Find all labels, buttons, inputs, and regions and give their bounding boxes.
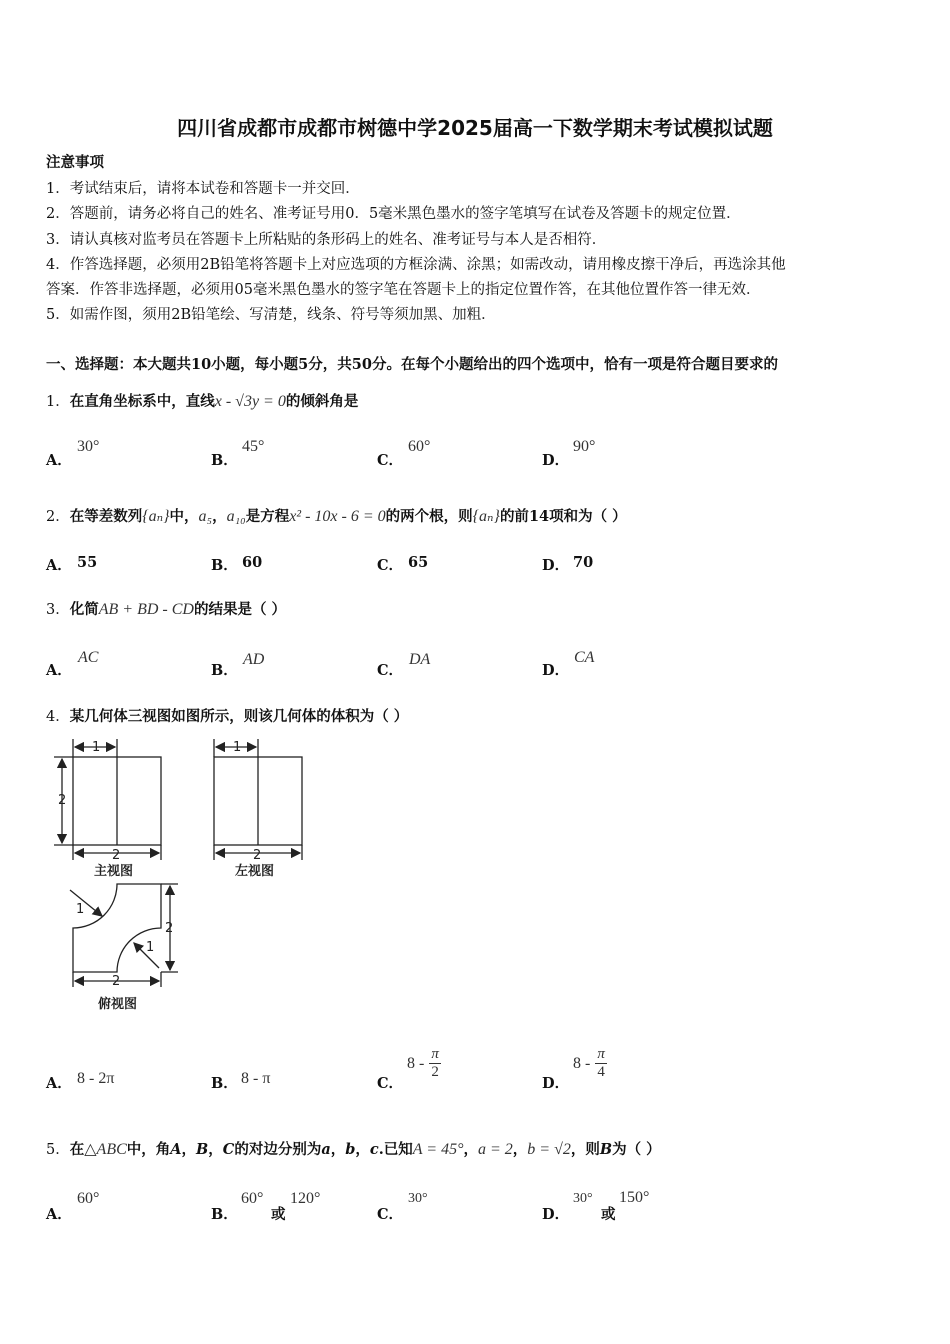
question-text: .已知 <box>378 1141 413 1158</box>
question-text: 在 <box>69 1141 85 1158</box>
question-2 <box>46 505 627 526</box>
question-1 <box>46 390 358 411</box>
question-text: 中， <box>169 508 199 525</box>
option-value: 65 <box>408 554 429 571</box>
option-value: 55 <box>77 554 98 571</box>
question-text: ， <box>330 1141 346 1158</box>
question-number: 1． <box>46 394 70 410</box>
question-text: 为（ ） <box>612 1141 661 1158</box>
numerator: π <box>431 1046 439 1062</box>
question-text: b <box>345 1141 356 1158</box>
option-label: C． <box>377 1206 404 1223</box>
option-label: D． <box>542 662 570 679</box>
denominator: 2 <box>431 1064 439 1080</box>
option-value: AC <box>78 649 99 666</box>
option-label: A． <box>46 1075 72 1092</box>
question-text: ， <box>208 1141 223 1158</box>
option-value: 30° <box>573 1191 593 1206</box>
option-label: A． <box>46 662 72 679</box>
option-label: A． <box>46 452 72 469</box>
option-value: 60° <box>241 1190 264 1207</box>
option-value: 70 <box>573 554 594 571</box>
formula: a = 2 <box>477 1141 513 1158</box>
option-value: 60° <box>77 1190 100 1207</box>
option-value: 45° <box>242 438 265 455</box>
question-number: 4． <box>46 709 70 725</box>
option-label: C． <box>377 1075 404 1092</box>
question-text: B <box>196 1141 209 1158</box>
option-value: 60 <box>242 554 263 571</box>
dim-label: 1 <box>233 740 242 755</box>
question-text: 的前 <box>499 508 529 525</box>
fraction <box>595 1046 607 1081</box>
option-value <box>407 1046 441 1081</box>
dim-label: 2 <box>253 848 262 863</box>
question-text: C <box>222 1141 235 1158</box>
option-label: B． <box>211 1075 238 1092</box>
notice-item: 4．作答选择题，必须用2B铅笔将答题卡上对应选项的方框涂满、涂黑；如需改动，请用橡皮擦干净后，再选涂其他 <box>46 257 786 273</box>
question-text: A <box>170 1141 182 1158</box>
top-view-label: 俯视图 <box>98 997 138 1012</box>
option-label: A． <box>46 1206 72 1223</box>
question-4 <box>46 705 408 726</box>
side-view-label: 左视图 <box>235 864 275 879</box>
option-value-2: 150° <box>619 1189 650 1206</box>
option-value: 8 - 2π <box>77 1070 115 1087</box>
option-label: A． <box>46 557 72 574</box>
formula: {aₙ} <box>472 508 500 525</box>
question-text: ， <box>512 1141 528 1158</box>
question-text: ， <box>181 1141 197 1158</box>
notice-heading: 注意事项 <box>46 154 104 171</box>
option-value: 60° <box>408 438 431 455</box>
dim-label: 2 <box>165 921 174 936</box>
question-text: ，则 <box>570 1141 600 1158</box>
question-number: 3． <box>46 602 70 618</box>
question-text: 化简 <box>69 601 99 618</box>
notice-item: 答案．作答非选择题，必须用05毫米黑色墨水的签字笔在答题卡上的指定位置作答，在其他位置作答一律无效． <box>46 282 761 298</box>
option-label: B． <box>211 557 238 574</box>
option-label: B． <box>211 1206 238 1223</box>
question-text: a <box>321 1141 331 1158</box>
question-number: 2． <box>46 509 70 525</box>
dim-label: 2 <box>112 848 121 863</box>
notice-item: 3．请认真核对监考员在答题卡上所粘贴的条形码上的姓名、准考证号与本人是否相符． <box>46 232 607 248</box>
option-label: C． <box>377 557 404 574</box>
question-text: ， <box>463 1141 478 1158</box>
notice-item: 2．答题前，请务必将自己的姓名、准考证号用0．5毫米黑色墨水的签字笔填写在试卷及答题卡的规定位置． <box>46 206 741 222</box>
dim-label: 1 <box>92 740 101 755</box>
option-value: CA <box>574 649 595 666</box>
question-number: 5． <box>46 1142 70 1158</box>
option-value-head: 8 - <box>407 1055 425 1072</box>
question-text: 在直角坐标系中，直线 <box>69 393 215 410</box>
option-or: 或 <box>271 1206 286 1223</box>
option-value: 30° <box>77 438 100 455</box>
formula: x - √3y = 0 <box>214 393 286 410</box>
option-label: D． <box>542 1206 570 1223</box>
numerator: π <box>597 1046 605 1062</box>
option-label: D． <box>542 452 570 469</box>
option-value: 8 - π <box>241 1070 271 1087</box>
option-value: AD <box>243 651 265 668</box>
formula: b = √2 <box>527 1141 571 1158</box>
option-label: D． <box>542 1075 570 1092</box>
fraction <box>429 1046 441 1081</box>
question-text: 的结果是（ ） <box>193 601 287 618</box>
option-value: 30° <box>408 1191 428 1206</box>
formula: △ABC <box>84 1141 127 1158</box>
dim-label: 2 <box>58 793 67 808</box>
question-text: 某几何体三视图如图所示，则该几何体的体积为（ ） <box>69 708 409 725</box>
front-view-label: 主视图 <box>94 864 134 879</box>
option-label: B． <box>211 452 238 469</box>
question-text: c <box>369 1141 379 1158</box>
option-or: 或 <box>601 1206 616 1223</box>
option-label: C． <box>377 452 404 469</box>
option-label: D． <box>542 557 570 574</box>
option-value-head: 8 - <box>573 1055 591 1072</box>
option-value: DA <box>409 651 431 668</box>
option-value <box>573 1046 607 1081</box>
question-text: 的两个根，则 <box>385 508 473 525</box>
question-text: 的倾斜角是 <box>285 393 359 410</box>
question-5 <box>46 1138 661 1159</box>
question-text: 14 <box>528 508 550 525</box>
question-text: ， <box>355 1141 370 1158</box>
question-text: 是方程 <box>245 508 290 525</box>
formula: a₁₀ <box>226 508 246 525</box>
formula: a₅ <box>198 508 213 525</box>
question-text: 的对边分别为 <box>234 1141 322 1158</box>
formula: {aₙ} <box>142 508 170 525</box>
question-text: ， <box>212 508 227 525</box>
denominator: 4 <box>597 1064 605 1080</box>
option-label: C． <box>377 662 404 679</box>
question-3 <box>46 598 286 619</box>
option-label: B． <box>211 662 238 679</box>
notice-item: 1．考试结束后，请将本试卷和答题卡一并交回． <box>46 181 360 197</box>
three-view-figure <box>48 735 318 1020</box>
question-text: 项和为（ ） <box>549 508 627 525</box>
option-value-2: 120° <box>290 1190 321 1207</box>
formula: x² - 10x - 6 = 0 <box>289 508 386 525</box>
dim-label: 1 <box>76 902 85 917</box>
option-value: 90° <box>573 438 596 455</box>
dim-label: 1 <box>146 940 155 955</box>
formula: AB + BD - CD <box>98 601 194 618</box>
question-text: B <box>599 1141 613 1158</box>
question-text: 在等差数列 <box>69 508 143 525</box>
formula: A = 45° <box>412 1141 464 1158</box>
notice-item: 5．如需作图，须用2B铅笔绘、写清楚，线条、符号等须加黑、加粗． <box>46 307 496 323</box>
page-title: 四川省成都市成都市树德中学2025届高一下数学期末考试模拟试题 <box>177 116 773 140</box>
section-heading: 一、选择题：本大题共10小题，每小题5分，共50分。在每个小题给出的四个选项中，恰有一项是符合题目要求的 <box>46 356 778 373</box>
question-text: 中，角 <box>126 1141 171 1158</box>
dim-label: 2 <box>112 974 121 989</box>
